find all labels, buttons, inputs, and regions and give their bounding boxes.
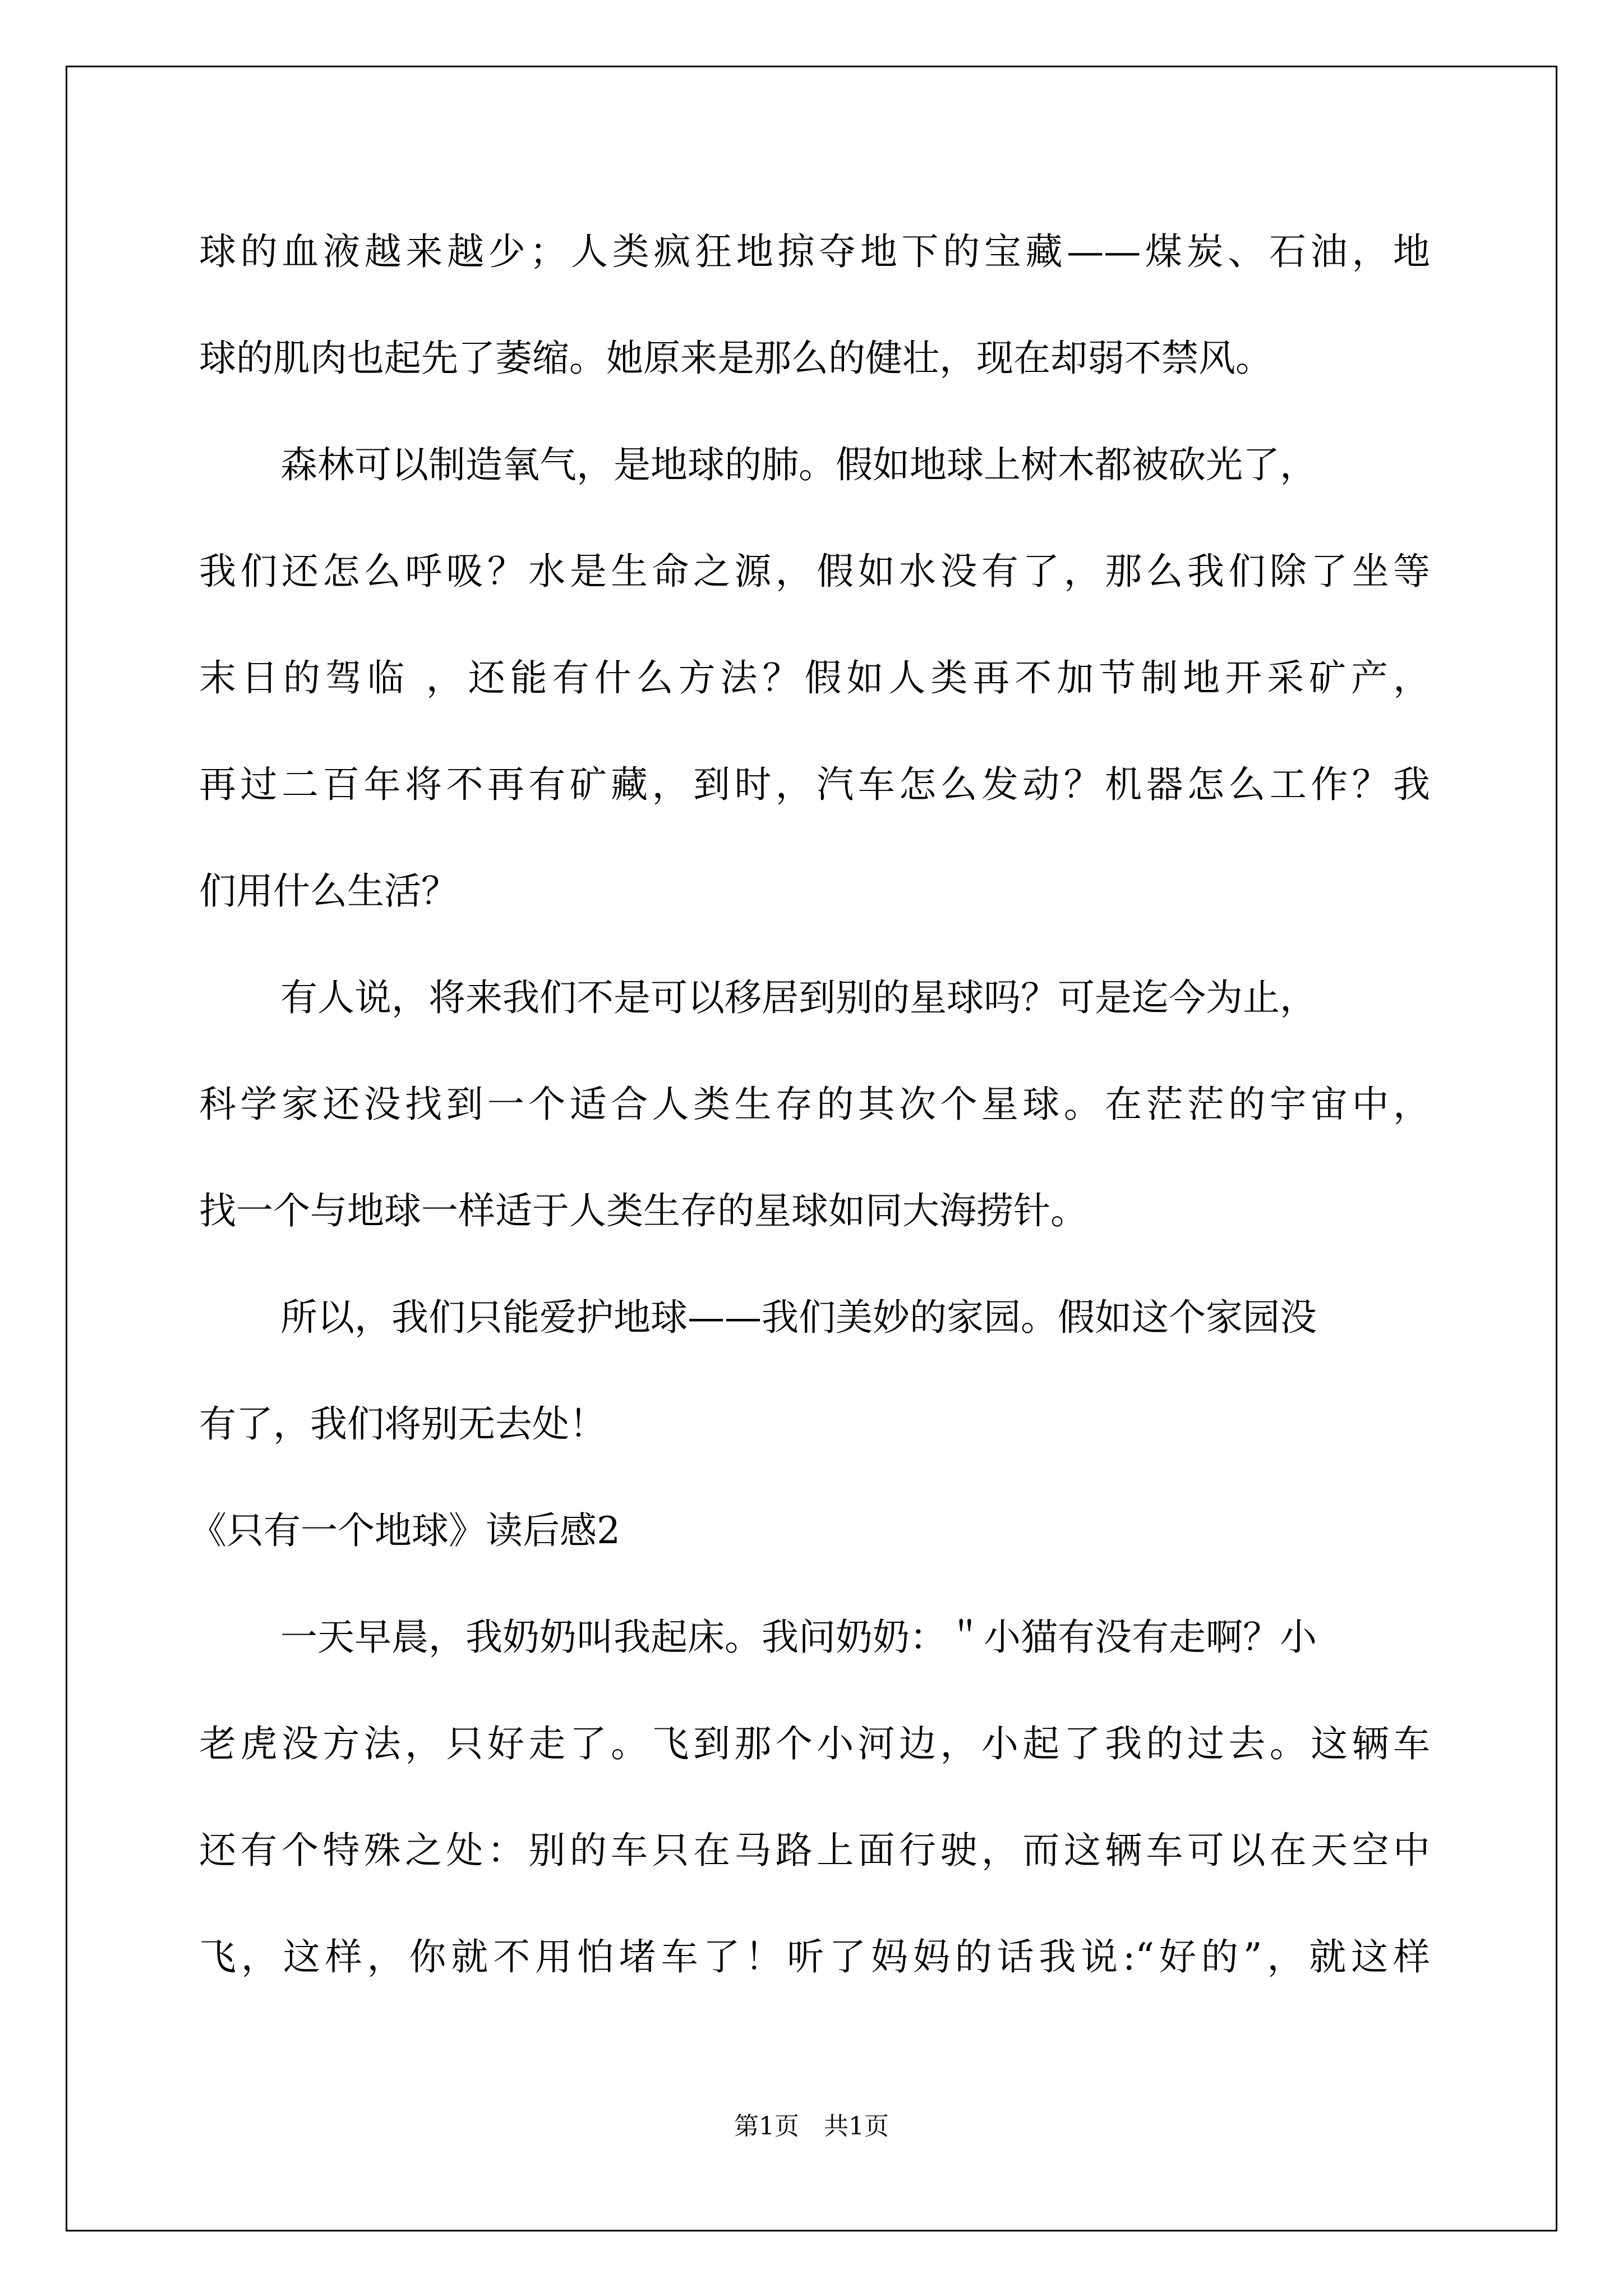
- text-line: 我们还怎么呼吸？水是生命之源，假如水没有了，那么我们除了坐等: [199, 550, 1430, 593]
- page-number: 第1页 共1页: [734, 2112, 889, 2141]
- text-line: 球的肌肉也起先了萎缩。她原来是那么的健壮，现在却弱不禁风。: [199, 337, 1272, 380]
- paragraph-first-line: 有人说，将来我们不是可以移居到别的星球吗？可是迄今为止，: [280, 976, 1317, 1019]
- text-line: 们用什么生活？: [199, 869, 458, 913]
- text-line: 球的血液越来越少；人类疯狂地掠夺地下的宝藏——煤炭、石油，地: [199, 230, 1430, 273]
- paragraph-first-line: 所以，我们只能爱护地球——我们美妙的家园。假如这个家园没: [280, 1296, 1317, 1339]
- text-line: 科学家还没找到一个适合人类生存的其次个星球。在茫茫的宇宙中，: [199, 1083, 1430, 1126]
- text-line: 还有个特殊之处：别的车只在马路上面行驶，而这辆车可以在天空中: [199, 1829, 1430, 1872]
- text-line: 找一个与地球一样适于人类生存的星球如同大海捞针。: [199, 1189, 1087, 1232]
- paragraph-first-line: 森林可以制造氧气，是地球的肺。假如地球上树木都被砍光了，: [280, 443, 1317, 486]
- text-line: 飞，这样，你就不用怕堵车了！听了妈妈的话我说:“好的”，就这样: [199, 1935, 1430, 1978]
- page-border: [66, 66, 1557, 2231]
- section-heading: 《只有一个地球》读后感2: [190, 1509, 620, 1552]
- text-line: 末日的驾临 ，还能有什么方法？假如人类再不加节制地开采矿产，: [199, 656, 1430, 700]
- text-line: 再过二百年将不再有矿藏，到时，汽车怎么发动？机器怎么工作？我: [199, 763, 1430, 806]
- paragraph-first-line: 一天早晨，我奶奶叫我起床。我问奶奶：＂小猫有没有走啊？小: [280, 1616, 1317, 1659]
- text-line: 老虎没方法，只好走了。飞到那个小河边，小起了我的过去。这辆车: [199, 1722, 1430, 1765]
- text-line: 有了，我们将别无去处！: [199, 1402, 606, 1446]
